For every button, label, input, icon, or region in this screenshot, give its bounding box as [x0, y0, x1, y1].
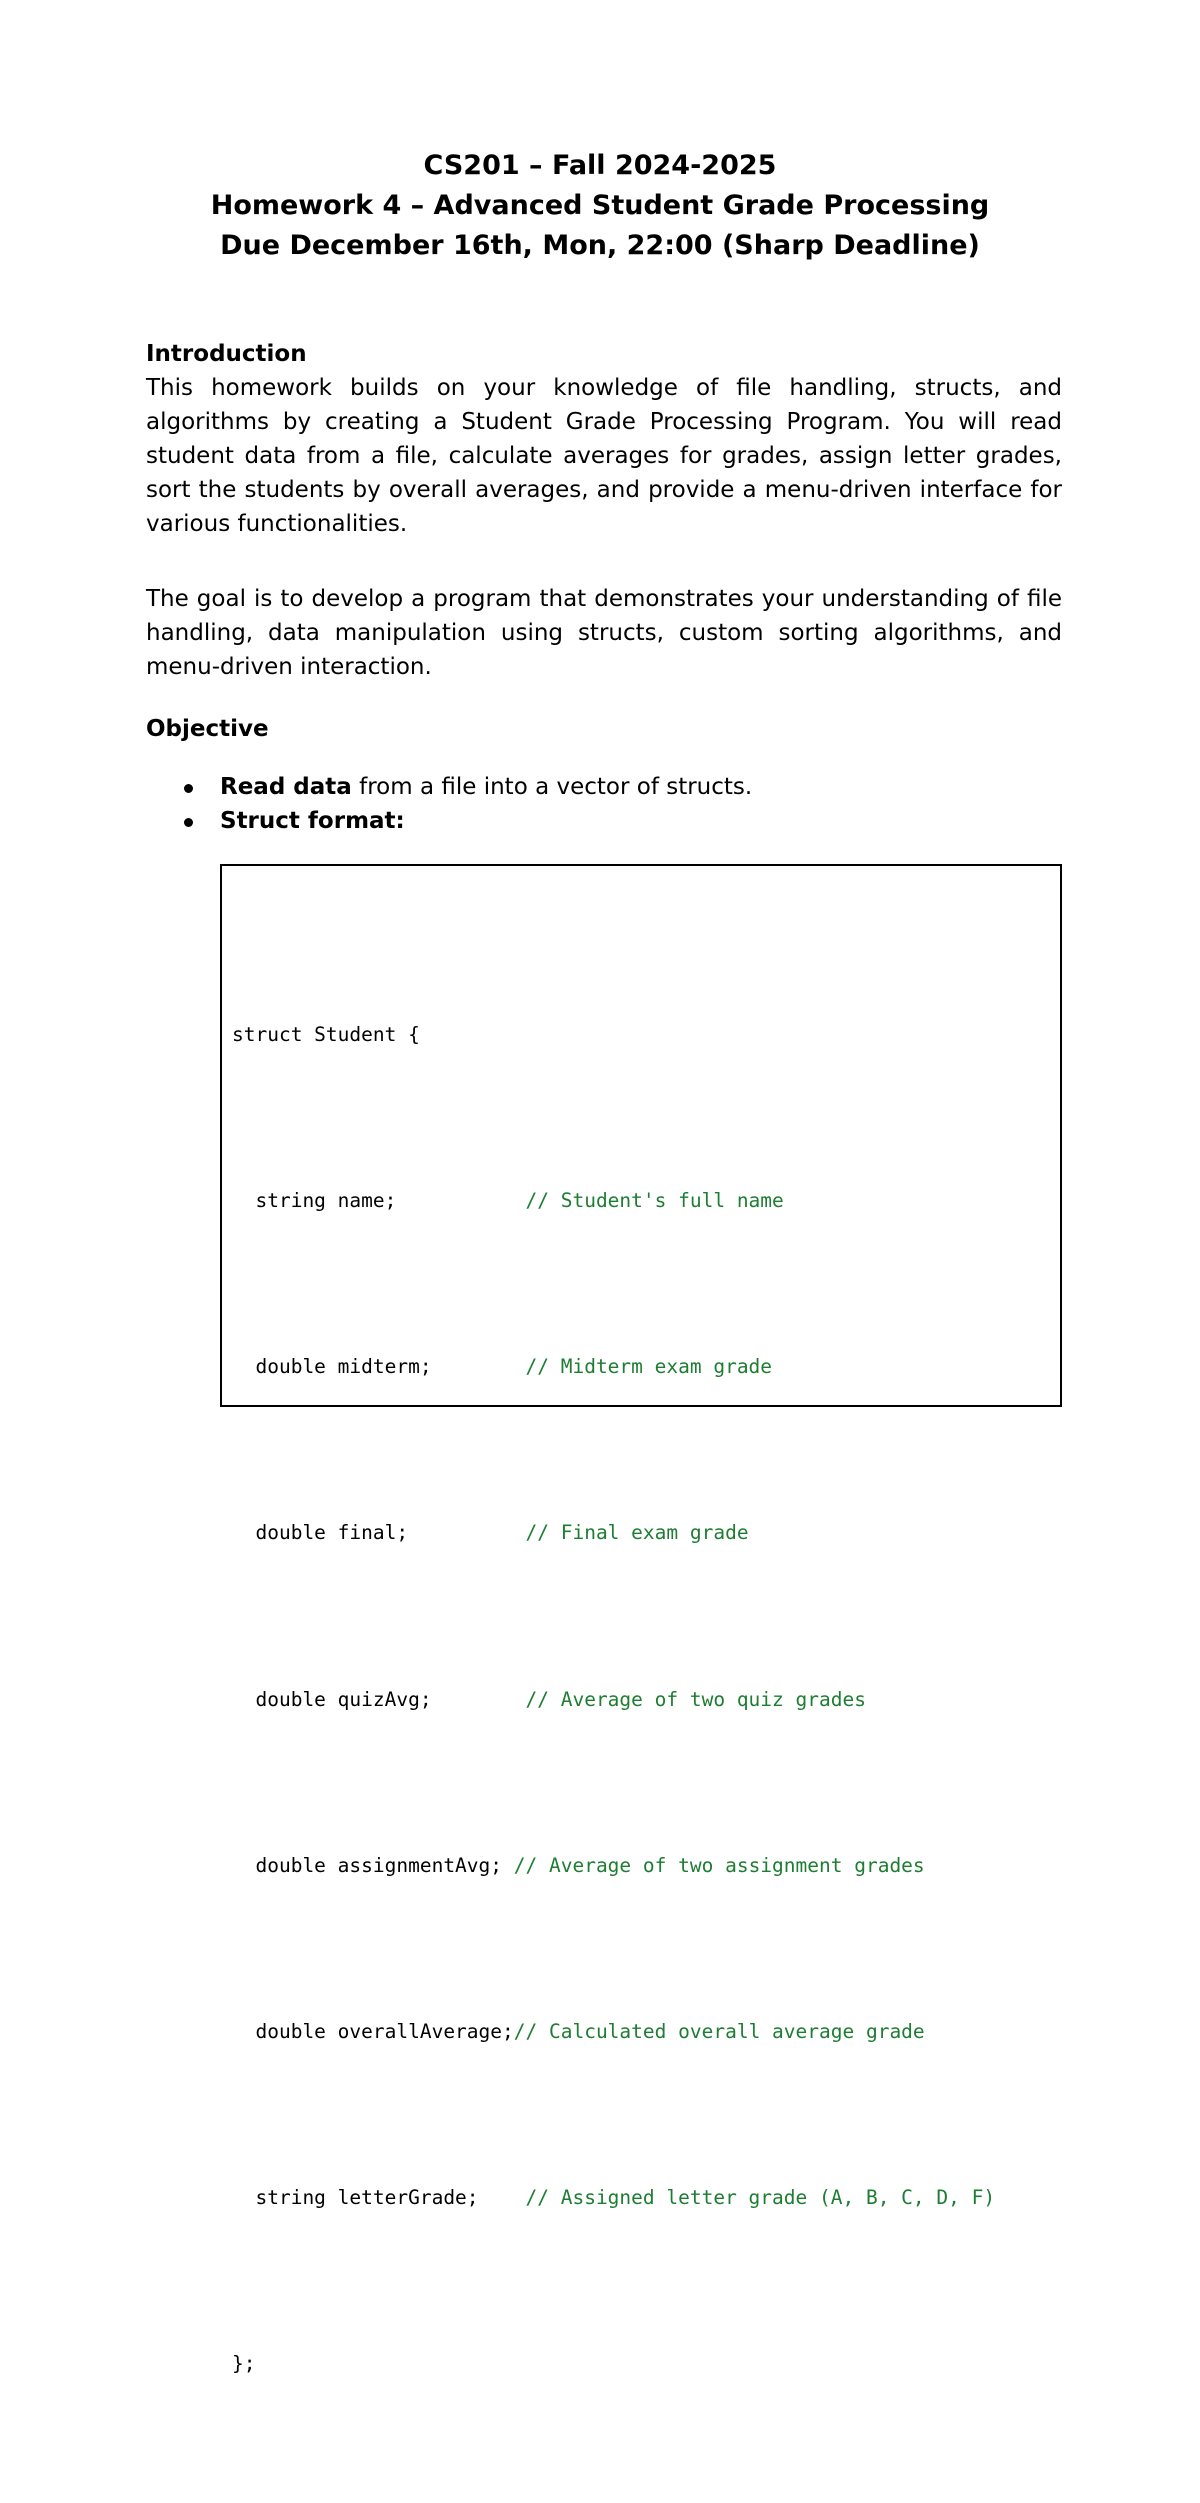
code-lines — [232, 896, 995, 2503]
homework-title: Homework 4 – Advanced Student Grade Processing — [210, 190, 990, 221]
code-text: double quizAvg; — [232, 1687, 526, 1711]
bullet-icon — [184, 818, 193, 827]
course-title: CS201 – Fall 2024-2025 — [423, 150, 777, 181]
list-item — [180, 770, 752, 804]
introduction-paragraph: This homework builds on your knowledge of file handling, structs, and algorithms by creating a Student Grade Processing Program. You will read student data from a file, calculate averages for grades, assign letter grades, sort the students by overall averages, and provide a menu-driven interface for various functionalities. — [146, 375, 1062, 537]
code-text: double midterm; — [232, 1355, 526, 1379]
code-line — [232, 2170, 995, 2225]
objective-heading: Objective — [146, 716, 269, 742]
code-line — [232, 1838, 995, 1893]
code-comment: // Calculated overall average grade — [513, 2020, 925, 2044]
code-line — [232, 1173, 995, 1228]
document-header — [0, 146, 1200, 266]
bullet-bold-text: Read data — [220, 774, 352, 800]
code-text: }; — [232, 2352, 256, 2376]
bullet-icon — [184, 784, 193, 793]
code-text: string name; — [232, 1189, 526, 1213]
list-item — [180, 804, 752, 838]
bullet-bold-text: Struct format: — [220, 808, 405, 834]
code-text: double assignmentAvg; — [232, 1853, 514, 1877]
code-comment: // Assigned letter grade (A, B, C, D, F) — [525, 2186, 996, 2210]
goal-paragraph: The goal is to develop a program that demonstrates your understanding of file handling, data manipulation using structs, custom sorting algorithms, and menu-driven interaction. — [146, 586, 1062, 680]
code-line — [232, 2004, 995, 2059]
code-text: struct Student { — [232, 1022, 420, 1046]
objective-list — [180, 770, 752, 838]
code-line — [232, 1672, 995, 1727]
code-block — [220, 864, 1062, 2376]
bullet-text: from a file into a vector of structs. — [351, 774, 753, 800]
introduction-heading: Introduction — [146, 341, 307, 367]
code-line — [232, 1007, 995, 1062]
code-line — [232, 1505, 995, 1560]
code-text: string letterGrade; — [232, 2186, 526, 2210]
code-comment: // Average of two assignment grades — [513, 1853, 925, 1877]
code-text: double overallAverage; — [232, 2020, 514, 2044]
code-comment: // Average of two quiz grades — [525, 1687, 866, 1711]
code-comment: // Final exam grade — [525, 1521, 749, 1545]
code-comment: // Student's full name — [525, 1189, 784, 1213]
code-line — [232, 2336, 995, 2391]
due-date: Due December 16th, Mon, 22:00 (Sharp Deadline) — [220, 230, 980, 261]
code-comment: // Midterm exam grade — [525, 1355, 773, 1379]
code-line — [232, 1339, 995, 1394]
code-text: double final; — [232, 1521, 526, 1545]
